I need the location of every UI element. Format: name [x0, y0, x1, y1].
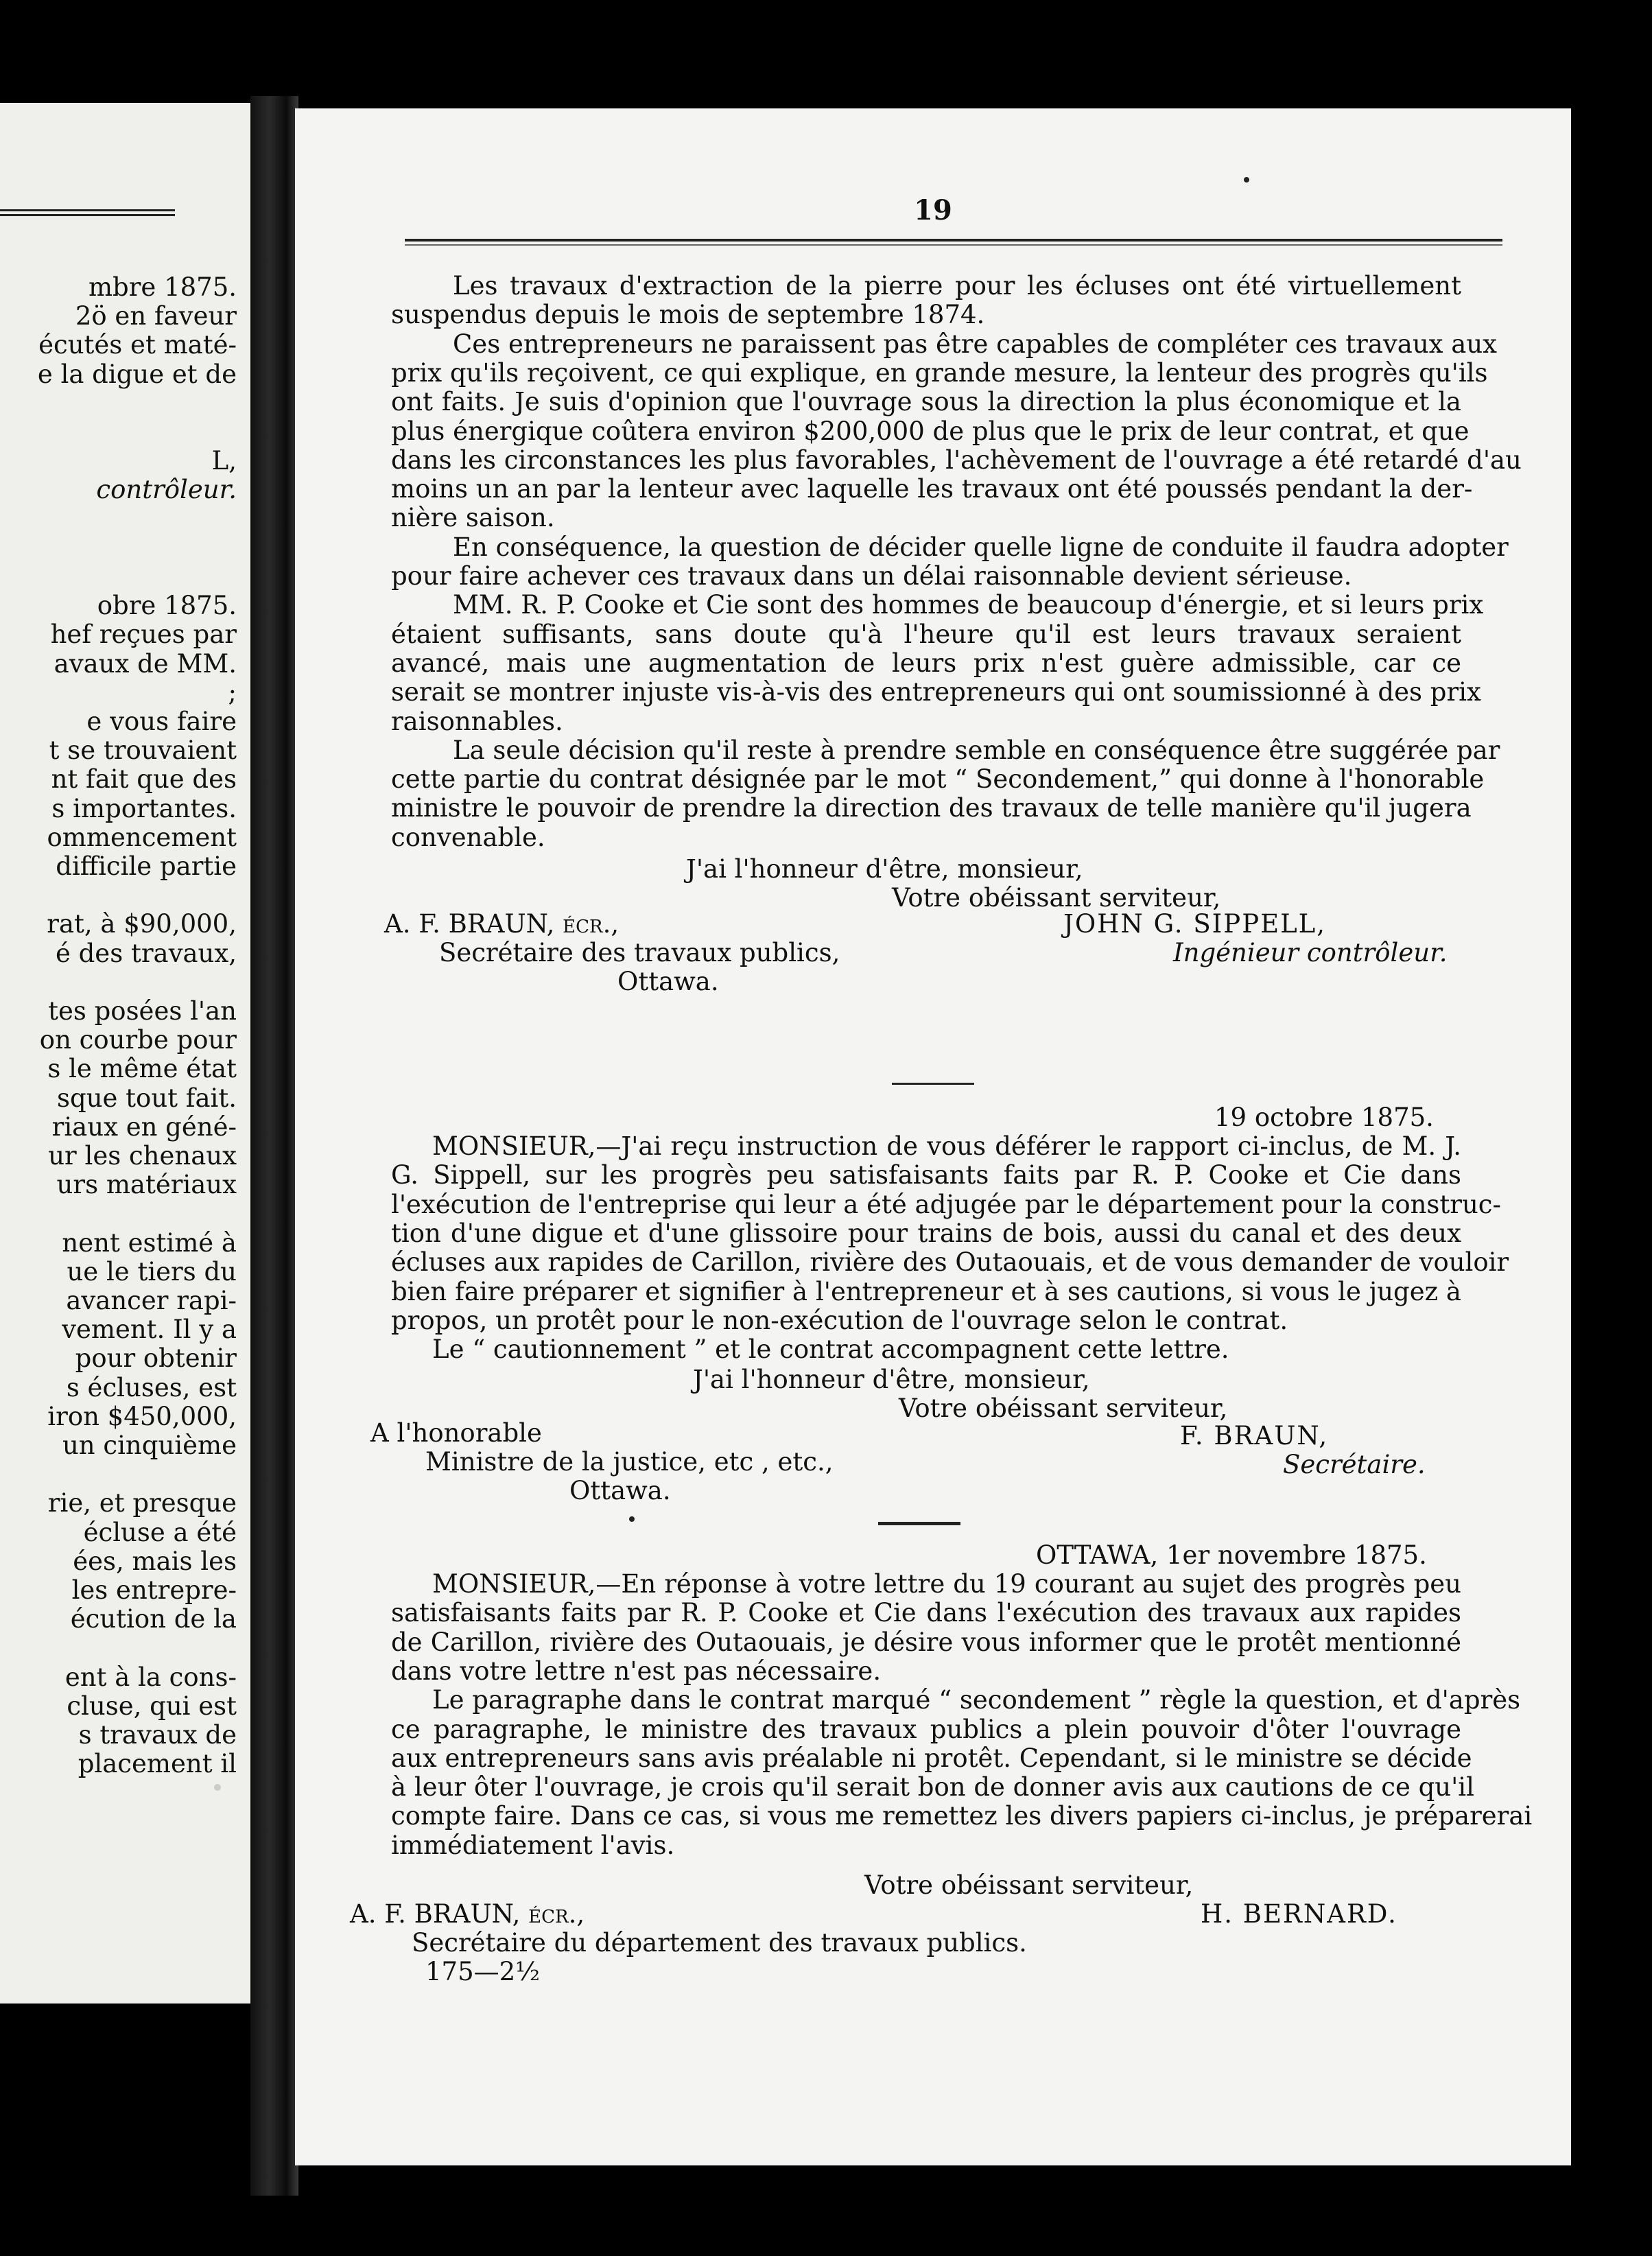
addressee-name: A. F. BRAUN, écr.,: [350, 1899, 585, 1929]
section-separator: [878, 1522, 960, 1525]
text-line: plus énergique coûtera environ $200,000 de plus que le prix de leur contrat, et que: [391, 416, 1470, 446]
date: 19 octobre 1875.: [1214, 1103, 1434, 1132]
signature: JOHN G. SIPPELL,: [1063, 909, 1326, 939]
left-line: ur les chenaux: [48, 1141, 237, 1171]
signature-title: Ingénieur contrôleur.: [1173, 938, 1448, 967]
text-line: En conséquence, la question de décider quelle ligne de conduite il faudra adopter: [453, 532, 1509, 562]
text-line: Les travaux d'extraction de la pierre pour les écluses ont été virtuellement: [453, 271, 1461, 301]
text-line: G. Sippell, sur les progrès peu satisfaisants faits par R. P. Cooke et Cie dans: [391, 1160, 1461, 1190]
text-line: propos, un protêt pour le non-exécution de l'ouvrage selon le contrat.: [391, 1305, 1288, 1335]
page-19: [295, 108, 1571, 2165]
closing: J'ai l'honneur d'être, monsieur,: [686, 854, 1083, 884]
left-line: les entrepre-: [71, 1575, 237, 1605]
margin-speck: [214, 1784, 221, 1791]
left-line: on courbe pour: [39, 1025, 237, 1055]
left-line: rat, à $90,000,: [47, 909, 237, 939]
text-line: moins un an par la lenteur avec laquelle les travaux ont été poussés pendant la der-: [391, 474, 1473, 504]
text-line: ont faits. Je suis d'opinion que l'ouvrage sous la direction la plus économique et la: [391, 387, 1461, 417]
header-rule: [405, 239, 1502, 242]
left-line: nent estimé à: [62, 1227, 237, 1258]
text-line: raisonnables.: [391, 706, 563, 736]
text-line: MONSIEUR,—J'ai reçu instruction de vous déférer le rapport ci-inclus, de M. J.: [432, 1131, 1461, 1161]
left-line: riaux en géné-: [51, 1112, 237, 1142]
left-line: avaux de MM.: [54, 648, 237, 679]
left-line: cluse, qui est: [67, 1691, 237, 1721]
left-rule: [0, 209, 175, 211]
footer-mark: 175—2½: [425, 1957, 541, 1986]
left-line: placement il: [78, 1749, 237, 1779]
left-line: urs matériaux: [56, 1170, 237, 1200]
closing: J'ai l'honneur d'être, monsieur,: [693, 1365, 1090, 1395]
text-line: Ces entrepreneurs ne paraissent pas être capables de compléter ces travaux aux: [453, 329, 1498, 359]
text-line: étaient suffisants, sans doute qu'à l'heure qu'il est leurs travaux seraient: [391, 619, 1461, 649]
left-line: hef reçues par: [50, 620, 237, 650]
text-line: MM. R. P. Cooke et Cie sont des hommes de beaucoup d'énergie, et si leurs prix: [453, 590, 1484, 620]
page-number: 19: [914, 194, 952, 226]
text-line: écluses aux rapides de Carillon, rivière des Outaouais, et de vous demander de vouloir: [391, 1247, 1509, 1278]
valediction: Votre obéissant serviteur,: [864, 1870, 1194, 1900]
left-line: ommencement: [47, 822, 237, 852]
left-line: s écluses, est: [66, 1372, 237, 1402]
left-page-fragment: [0, 103, 250, 2004]
addressee-name: A l'honorable: [370, 1418, 542, 1448]
left-rule: [0, 214, 175, 216]
text-line: de Carillon, rivière des Outaouais, je désire vous informer que le protêt mentionné: [391, 1627, 1461, 1657]
left-line: iron $450,000,: [47, 1401, 237, 1431]
left-line: 2ö en faveur: [75, 301, 237, 331]
left-line: pour obtenir: [75, 1343, 237, 1374]
header-rule: [405, 244, 1502, 246]
text-line: nière saison.: [391, 503, 555, 533]
text-line: convenable.: [391, 822, 545, 852]
speck: [629, 1516, 635, 1522]
left-line: ées, mais les: [73, 1546, 237, 1576]
left-line: mbre 1875.: [88, 272, 237, 302]
left-line: L,: [211, 446, 237, 476]
text-line: dans votre lettre n'est pas nécessaire.: [391, 1656, 882, 1686]
text-line: MONSIEUR,—En réponse à votre lettre du 19 courant au sujet des progrès peu: [432, 1569, 1461, 1599]
text-line: immédiatement l'avis.: [391, 1830, 675, 1860]
left-line: obre 1875.: [97, 591, 237, 621]
addressee-name: A. F. BRAUN, écr.,: [384, 909, 620, 939]
text-line: compte faire. Dans ce cas, si vous me remettez les divers papiers ci-inclus, je préparerai: [391, 1801, 1533, 1831]
signature: H. BERNARD.: [1201, 1899, 1397, 1929]
left-line: ent à la cons-: [64, 1662, 237, 1692]
text-line: bien faire préparer et signifier à l'entrepreneur et à ses cautions, si vous le jugez à: [391, 1276, 1461, 1306]
text-line: La seule décision qu'il reste à prendre semble en conséquence être suggérée par: [453, 735, 1500, 765]
left-line: tes posées l'an: [48, 996, 237, 1026]
addressee-title: Secrétaire des travaux publics,: [439, 938, 840, 967]
left-line: vement. Il y a: [62, 1315, 237, 1345]
text-line: à leur ôter l'ouvrage, je crois qu'il serait bon de donner avis aux cautions de ce qu'il: [391, 1772, 1474, 1802]
text-line: cette partie du contrat désignée par le mot “ Secondement,” qui donne à l'honorable: [391, 764, 1485, 795]
left-line: e vous faire: [86, 707, 237, 736]
book-spine: [250, 96, 298, 2196]
left-line: écutés et maté-: [38, 330, 237, 360]
text-line: avancé, mais une augmentation de leurs prix n'est guère admissible, car ce: [391, 648, 1461, 678]
text-line: satisfaisants faits par R. P. Cooke et Cie dans l'exécution des travaux aux rapides: [391, 1598, 1461, 1628]
text-line: prix qu'ils reçoivent, ce qui explique, en grande mesure, la lenteur des progrès qu'ils: [391, 357, 1488, 388]
section-separator: [892, 1083, 974, 1085]
left-line: s le même état: [47, 1054, 237, 1084]
text-line: suspendus depuis le mois de septembre 1874.: [391, 300, 985, 330]
speck: [1244, 177, 1249, 183]
left-line: s importantes.: [51, 793, 237, 823]
text-line: tion d'une digue et d'une glissoire pour trains de bois, aussi du canal et des deux: [391, 1218, 1461, 1248]
left-line: t se trouvaient: [49, 736, 237, 766]
signature-title: Secrétaire.: [1283, 1450, 1426, 1480]
valediction: Votre obéissant serviteur,: [899, 1394, 1228, 1424]
left-line: un cinquième: [62, 1431, 237, 1460]
text-line: serait se montrer injuste vis-à-vis des entrepreneurs qui ont soumissionné à des prix: [391, 677, 1481, 707]
left-line: s travaux de: [78, 1720, 237, 1750]
text-line: Le paragraphe dans le contrat marqué “ secondement ” règle la question, et d'après: [432, 1685, 1521, 1715]
left-line: contrôleur.: [96, 475, 237, 505]
left-line: écution de la: [70, 1604, 237, 1634]
left-line: ;: [228, 677, 237, 707]
text-line: l'exécution de l'entreprise qui leur a été adjugée par le département pour la construc-: [391, 1189, 1502, 1219]
left-line: sque tout fait.: [57, 1083, 237, 1113]
text-line: ministre le pouvoir de prendre la direction des travaux de telle manière qu'il jugera: [391, 793, 1472, 823]
addressee-title: Secrétaire du département des travaux publics.: [412, 1928, 1027, 1958]
addressee-city: Ottawa.: [569, 1476, 671, 1506]
text-line: dans les circonstances les plus favorables, l'achèvement de l'ouvrage a été retardé d'au: [391, 445, 1522, 475]
addressee-title: Ministre de la justice, etc , etc.,: [425, 1447, 834, 1477]
text-line: ce paragraphe, le ministre des travaux publics a plein pouvoir d'ôter l'ouvrage: [391, 1714, 1461, 1744]
signature: F. BRAUN,: [1180, 1421, 1329, 1451]
addressee-city: Ottawa.: [617, 967, 719, 996]
date: OTTAWA, 1er novembre 1875.: [1036, 1540, 1427, 1570]
left-line: écluse a été: [83, 1517, 237, 1547]
left-line: e la digue et de: [37, 359, 237, 389]
valediction: Votre obéissant serviteur,: [892, 883, 1221, 913]
text-line: pour faire achever ces travaux dans un délai raisonnable devient sérieuse.: [391, 561, 1352, 591]
left-line: avancer rapi-: [66, 1286, 237, 1315]
text-line: Le “ cautionnement ” et le contrat accompagnent cette lettre.: [432, 1335, 1229, 1365]
left-line: rie, et presque: [47, 1488, 237, 1518]
left-line: difficile partie: [56, 851, 237, 881]
left-line: ue le tiers du: [67, 1256, 237, 1286]
left-line: nt fait que des: [51, 764, 237, 795]
left-line: é des travaux,: [55, 938, 237, 968]
text-line: aux entrepreneurs sans avis préalable ni protêt. Cependant, si le ministre se décide: [391, 1743, 1472, 1773]
